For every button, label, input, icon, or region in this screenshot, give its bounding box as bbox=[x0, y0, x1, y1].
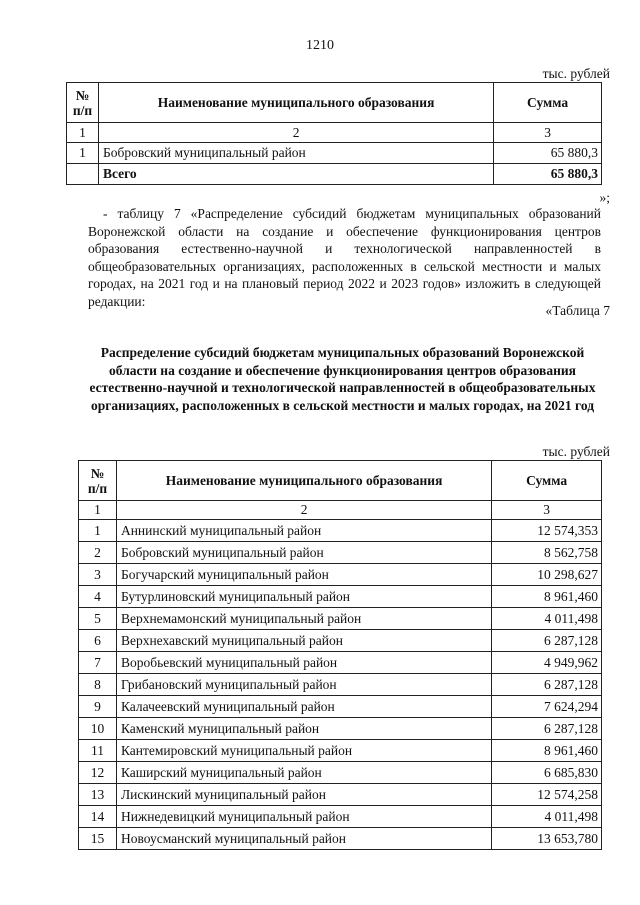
row-number: 1 bbox=[67, 143, 99, 164]
table-row bbox=[79, 564, 602, 586]
col-index: 1 bbox=[79, 501, 117, 520]
table-row bbox=[79, 520, 602, 542]
row-name: Бутурлиновский муниципальный район bbox=[116, 586, 491, 608]
row-number: 2 bbox=[79, 542, 117, 564]
row-sum: 65 880,3 bbox=[494, 143, 602, 164]
row-name: Новоусманский муниципальный район bbox=[116, 828, 491, 850]
row-name: Лискинский муниципальный район bbox=[116, 784, 491, 806]
closing-quote-mark: »; bbox=[599, 190, 610, 205]
row-number: 13 bbox=[79, 784, 117, 806]
row-number: 8 bbox=[79, 674, 117, 696]
total-sum: 65 880,3 bbox=[494, 164, 602, 185]
row-sum: 4 011,498 bbox=[492, 608, 602, 630]
row-sum: 13 653,780 bbox=[492, 828, 602, 850]
row-number: 3 bbox=[79, 564, 117, 586]
header-number: № п/п bbox=[67, 83, 99, 123]
row-sum: 4 949,962 bbox=[492, 652, 602, 674]
col-index: 2 bbox=[98, 123, 493, 143]
row-number: 14 bbox=[79, 806, 117, 828]
total-row bbox=[67, 164, 602, 185]
table-title: Распределение субсидий бюджетам муниципальных образований Воронежской области на создание и обеспечение функционирования центров образования естественно-научной и технологической направленностей в общеобразовательных организациях, расположенных в сельской местности и малых городах, на 2021 год bbox=[89, 345, 596, 413]
row-sum: 6 685,830 bbox=[492, 762, 602, 784]
row-number: 9 bbox=[79, 696, 117, 718]
row-name: Каменский муниципальный район bbox=[116, 718, 491, 740]
total-label: Всего bbox=[98, 164, 493, 185]
header-name: Наименование муниципального образования bbox=[98, 83, 493, 123]
row-name: Аннинский муниципальный район bbox=[116, 520, 491, 542]
row-sum: 12 574,258 bbox=[492, 784, 602, 806]
row-name: Бобровский муниципальный район bbox=[116, 542, 491, 564]
units-label-table2: тыс. рублей bbox=[542, 444, 610, 459]
row-sum: 8 562,758 bbox=[492, 542, 602, 564]
row-number: 4 bbox=[79, 586, 117, 608]
row-name: Верхнемамонский муниципальный район bbox=[116, 608, 491, 630]
row-sum: 8 961,460 bbox=[492, 740, 602, 762]
row-number: 6 bbox=[79, 630, 117, 652]
row-sum: 4 011,498 bbox=[492, 806, 602, 828]
page-number: 1210 bbox=[306, 38, 334, 53]
row-name: Каширский муниципальный район bbox=[116, 762, 491, 784]
header-sum: Сумма bbox=[494, 83, 602, 123]
row-number: 1 bbox=[79, 520, 117, 542]
col-index: 1 bbox=[67, 123, 99, 143]
table-row bbox=[79, 740, 602, 762]
table-2 bbox=[78, 460, 602, 850]
row-name: Грибановский муниципальный район bbox=[116, 674, 491, 696]
header-number: № п/п bbox=[79, 461, 117, 501]
table-row bbox=[79, 784, 602, 806]
header-name: Наименование муниципального образования bbox=[116, 461, 491, 501]
table-row bbox=[79, 696, 602, 718]
col-index: 3 bbox=[492, 501, 602, 520]
table-row bbox=[79, 652, 602, 674]
row-number: 5 bbox=[79, 608, 117, 630]
units-label-table1: тыс. рублей bbox=[542, 66, 610, 81]
row-sum: 6 287,128 bbox=[492, 674, 602, 696]
row-sum: 7 624,294 bbox=[492, 696, 602, 718]
amendment-paragraph: - таблицу 7 «Распределение субсидий бюджетам муниципальных образований Воронежской области на создание и обеспечение функционирования центров образования естественно-научной и технологической направленностей в общеобразовательных организациях, расположенных в сельской местности и малых городах, на 2021 год и на плановый период 2022 и 2023 годов» изложить в следующей редакции: bbox=[88, 206, 601, 309]
table-label: «Таблица 7 bbox=[545, 303, 610, 318]
col-index: 2 bbox=[116, 501, 491, 520]
row-number: 11 bbox=[79, 740, 117, 762]
row-name: Нижнедевицкий муниципальный район bbox=[116, 806, 491, 828]
row-sum: 12 574,353 bbox=[492, 520, 602, 542]
table-row bbox=[79, 674, 602, 696]
row-name: Кантемировский муниципальный район bbox=[116, 740, 491, 762]
table-row bbox=[79, 630, 602, 652]
row-sum: 8 961,460 bbox=[492, 586, 602, 608]
table-row bbox=[79, 806, 602, 828]
row-number: 12 bbox=[79, 762, 117, 784]
row-number: 15 bbox=[79, 828, 117, 850]
row-number: 7 bbox=[79, 652, 117, 674]
row-sum: 10 298,627 bbox=[492, 564, 602, 586]
table-row bbox=[79, 828, 602, 850]
row-name: Бобровский муниципальный район bbox=[98, 143, 493, 164]
row-name: Богучарский муниципальный район bbox=[116, 564, 491, 586]
row-sum: 6 287,128 bbox=[492, 630, 602, 652]
table-row bbox=[79, 586, 602, 608]
row-name: Верхнехавский муниципальный район bbox=[116, 630, 491, 652]
row-name: Воробьевский муниципальный район bbox=[116, 652, 491, 674]
table-row bbox=[79, 762, 602, 784]
row-sum: 6 287,128 bbox=[492, 718, 602, 740]
table-1 bbox=[66, 82, 602, 185]
table-row bbox=[79, 718, 602, 740]
col-index: 3 bbox=[494, 123, 602, 143]
table-row bbox=[79, 608, 602, 630]
header-sum: Сумма bbox=[492, 461, 602, 501]
table-row bbox=[67, 143, 602, 164]
table-row bbox=[79, 542, 602, 564]
row-name: Калачеевский муниципальный район bbox=[116, 696, 491, 718]
row-number: 10 bbox=[79, 718, 117, 740]
